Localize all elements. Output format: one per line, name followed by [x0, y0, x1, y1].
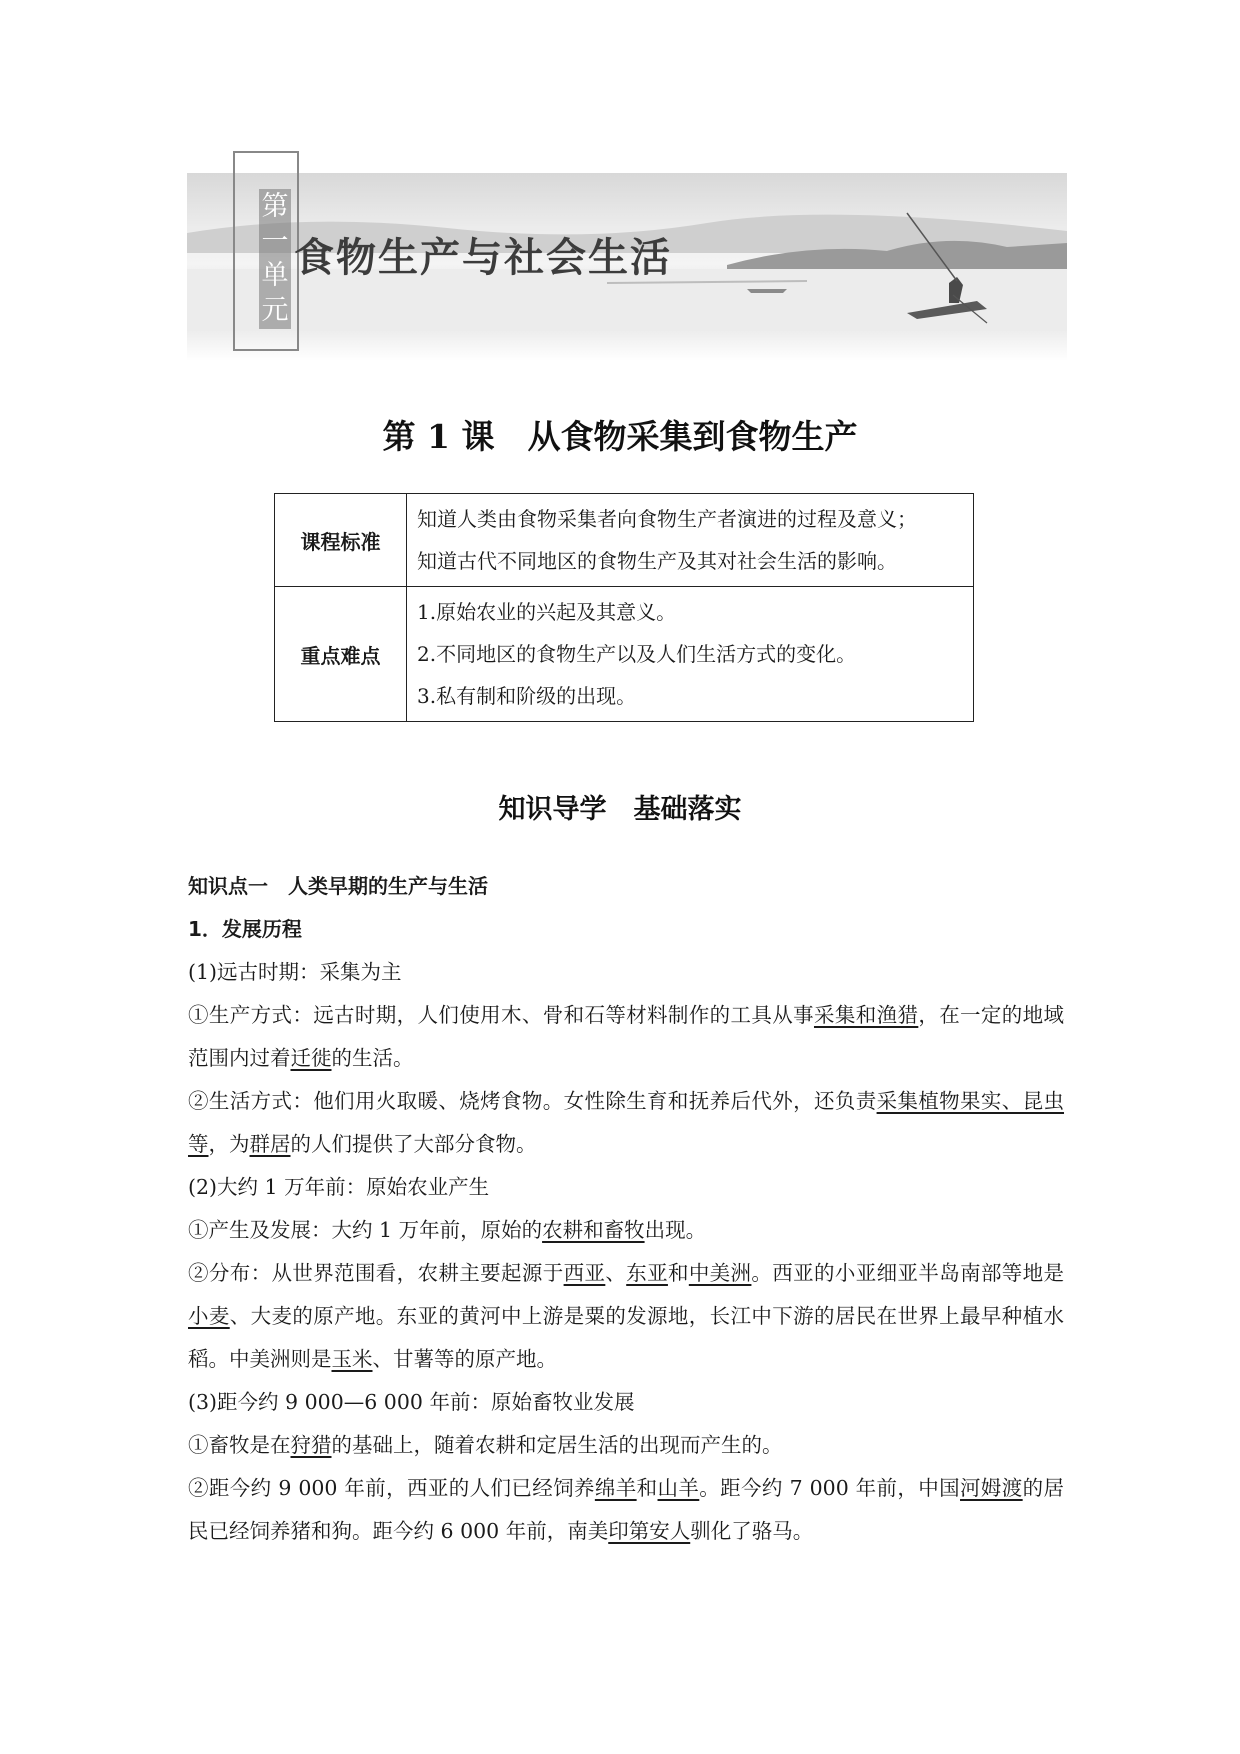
- paragraph: [188, 1424, 1064, 1467]
- lesson-title: 第 1 课 从食物采集到食物生产: [382, 417, 858, 456]
- row-body: [407, 494, 974, 587]
- paragraph: [188, 1467, 1064, 1553]
- knowledge-content: [188, 865, 1064, 1553]
- paragraph: [188, 1209, 1064, 1252]
- row-line: 1.原始农业的兴起及其意义。: [417, 600, 677, 624]
- text-run: 、甘薯等的原产地。: [372, 1347, 557, 1371]
- underlined-answer: 玉米: [331, 1347, 373, 1371]
- unit-title: 食物生产与社会生活: [294, 235, 672, 281]
- text-run: ，为: [208, 1132, 250, 1156]
- underlined-answer: 绵羊: [594, 1476, 637, 1500]
- underlined-answer: 山羊: [657, 1476, 700, 1500]
- text-run: ①生产方式：远古时期，人们使用木、骨和石等材料制作的工具从事: [188, 1003, 814, 1027]
- unit-label-char: 单: [261, 260, 289, 292]
- underlined-answer: 狩猎: [290, 1433, 332, 1457]
- underlined-answer: 农耕和畜牧: [542, 1218, 645, 1242]
- text-run: 、大麦的原产地。东亚的黄河中上游是粟的发源地，长江中下游的居民在世界上最早种植水稻。中美洲则是: [188, 1304, 1065, 1371]
- underlined-answer: 迁徙: [290, 1046, 332, 1070]
- paragraph: [188, 994, 1064, 1080]
- row-line: 知道古代不同地区的食物生产及其对社会生活的影响。: [417, 549, 897, 573]
- underlined-answer: 群居: [249, 1132, 291, 1156]
- underlined-answer: 小麦: [188, 1304, 230, 1328]
- knowledge-point-heading: 知识点一 人类早期的生产与生活: [188, 874, 488, 898]
- underlined-answer: 采集植物果实、昆虫等: [188, 1089, 1065, 1156]
- banner-fade: [187, 331, 1067, 361]
- underlined-answer: 西亚: [563, 1261, 606, 1285]
- paragraph: [188, 1252, 1064, 1381]
- unit-label-char: 元: [261, 294, 289, 326]
- underlined-answer: 东亚: [626, 1261, 668, 1285]
- unit-label-char: 第: [261, 191, 289, 222]
- section-title: 知识导学 基础落实: [498, 794, 742, 825]
- text-run: ①产生及发展：大约 1 万年前，原始的: [188, 1218, 543, 1242]
- text-run: ②生活方式：他们用火取暖、烧烤食物。女性除生育和抚养后代外，还负责: [188, 1089, 877, 1113]
- paragraph: [188, 1080, 1064, 1166]
- row-line: 3.私有制和阶级的出现。: [417, 684, 637, 708]
- text-run: 和: [636, 1476, 658, 1500]
- text-run: 的人们提供了大部分食物。: [290, 1132, 537, 1156]
- row-body: [407, 587, 974, 722]
- underlined-answer: 中美洲: [688, 1261, 752, 1285]
- row-line: 知道人类由食物采集者向食物生产者演进的过程及意义；: [417, 507, 917, 531]
- text-run: 。西亚的小亚细亚半岛南部等地是: [751, 1261, 1065, 1285]
- text-run: 和: [667, 1261, 689, 1285]
- unit-banner: [187, 151, 1067, 361]
- unit-frame: [233, 151, 299, 351]
- table-row: [275, 587, 974, 722]
- unit-label: [259, 189, 291, 329]
- underlined-answer: 河姆渡: [960, 1476, 1023, 1500]
- text-run: 的基础上，随着农耕和定居生活的出现而产生的。: [331, 1433, 783, 1457]
- standards-table: [274, 493, 974, 722]
- text-run: ，在一定的地域范围内过着: [188, 1003, 1065, 1070]
- row-header: 课程标准: [275, 494, 407, 587]
- underlined-answer: 采集和渔猎: [813, 1003, 919, 1027]
- underlined-answer: 印第安人: [608, 1519, 691, 1543]
- paragraph: (1)远古时期：采集为主: [188, 960, 402, 984]
- text-run: 的居民已经饲养猪和狗。距今约 6 000 年前，南美: [188, 1476, 1065, 1543]
- table-row: [275, 494, 974, 587]
- text-run: 。距今约 7 000 年前，中国: [699, 1476, 961, 1500]
- paragraph: (3)距今约 9 000—6 000 年前：原始畜牧业发展: [188, 1390, 635, 1414]
- row-line: 2.不同地区的食物生产以及人们生活方式的变化。: [417, 642, 857, 666]
- unit-label-char: 一: [261, 225, 289, 257]
- text-run: 驯化了骆马。: [690, 1519, 814, 1543]
- text-run: 、: [605, 1261, 627, 1285]
- subheading: 1．发展历程: [188, 917, 302, 941]
- text-run: 出现。: [644, 1218, 707, 1242]
- text-run: ②距今约 9 000 年前，西亚的人们已经饲养: [188, 1476, 595, 1500]
- text-run: ①畜牧是在: [188, 1433, 291, 1457]
- paragraph: (2)大约 1 万年前：原始农业产生: [188, 1175, 490, 1199]
- text-run: ②分布：从世界范围看，农耕主要起源于: [188, 1261, 564, 1285]
- text-run: 的生活。: [331, 1046, 414, 1070]
- row-header: 重点难点: [275, 587, 407, 722]
